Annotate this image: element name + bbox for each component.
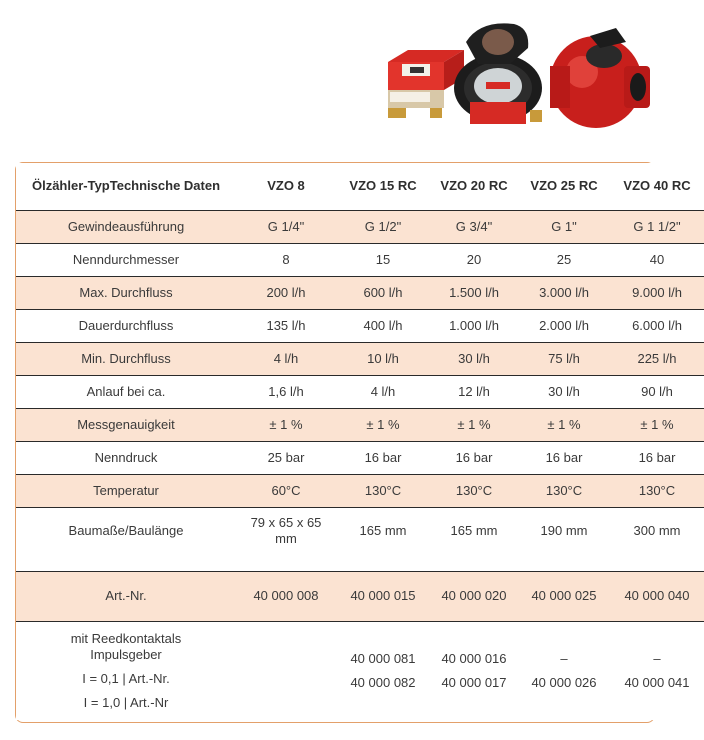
artnr-vzo8: 40 000 008: [236, 571, 336, 621]
reed-vzo25-a: –: [560, 650, 568, 666]
reed-vzo25: [518, 621, 610, 720]
spec-value: 75 l/h: [518, 342, 610, 375]
spec-value: 20: [430, 243, 518, 276]
header-vzo15: VZO 15 RC: [336, 163, 430, 210]
spec-value: G 1/4": [236, 210, 336, 243]
reed-vzo20-a: 40 000 016: [441, 650, 507, 666]
spec-value: 8: [236, 243, 336, 276]
spec-row-gewinde: [16, 210, 704, 243]
spec-label: Nenndurchmesser: [16, 243, 236, 276]
spec-value: 12 l/h: [430, 375, 518, 408]
vzo40-photo: [550, 28, 650, 128]
spec-value: 16 bar: [518, 441, 610, 474]
spec-value: G 3/4": [430, 210, 518, 243]
spec-value: ± 1 %: [610, 408, 704, 441]
spec-value: 1,6 l/h: [236, 375, 336, 408]
spec-value: 16 bar: [430, 441, 518, 474]
header-vzo8: VZO 8: [236, 163, 336, 210]
header-vzo20: VZO 20 RC: [430, 163, 518, 210]
spec-value: 600 l/h: [336, 276, 430, 309]
spec-value: 165 mm: [359, 522, 407, 538]
spec-value: ± 1 %: [518, 408, 610, 441]
artnr-vzo15: 40 000 015: [336, 571, 430, 621]
spec-label: Min. Durchfluss: [16, 342, 236, 375]
spec-value: 2.000 l/h: [518, 309, 610, 342]
spec-value: 130°C: [430, 474, 518, 507]
spec-label: Temperatur: [16, 474, 236, 507]
spec-value: ± 1 %: [236, 408, 336, 441]
spec-row-messgenauigkeit: [16, 408, 704, 441]
spec-value: 130°C: [518, 474, 610, 507]
header-vzo25: VZO 25 RC: [518, 163, 610, 210]
reed-row: [16, 621, 704, 720]
spec-table-container: [15, 162, 691, 723]
spec-value: G 1/2": [336, 210, 430, 243]
reed-vzo15-a: 40 000 081: [350, 650, 416, 666]
spec-value: 400 l/h: [336, 309, 430, 342]
spec-value: 1.500 l/h: [430, 276, 518, 309]
artnr-vzo20: 40 000 020: [430, 571, 518, 621]
reed-vzo40-b: 40 000 041: [624, 674, 690, 690]
spec-row-baumasse: [16, 507, 704, 554]
reed-vzo40-a: –: [653, 650, 661, 666]
spec-value: 300 mm: [633, 522, 681, 538]
header-type: Ölzähler-TypTechnische Daten: [16, 163, 236, 210]
spec-value: 30 l/h: [518, 375, 610, 408]
spec-label: Messgenauigkeit: [16, 408, 236, 441]
spec-row-min-durchfluss: [16, 342, 704, 375]
spec-value: 4 l/h: [236, 342, 336, 375]
spec-value: 30 l/h: [430, 342, 518, 375]
spec-value: 4 l/h: [336, 375, 430, 408]
reed-label-line2: I = 0,1 | Art.-Nr.: [82, 670, 170, 686]
artnr-vzo40: 40 000 040: [610, 571, 704, 621]
header-row: [16, 163, 704, 210]
spec-value: 16 bar: [610, 441, 704, 474]
spec-label: Dauerdurchfluss: [16, 309, 236, 342]
reed-label-line3: I = 1,0 | Art.-Nr: [83, 694, 169, 710]
spacer-row: [16, 554, 704, 571]
spec-row-nenndurchmesser: [16, 243, 704, 276]
spec-value: 60°C: [236, 474, 336, 507]
vzo8-photo: [388, 50, 464, 118]
spec-label: Gewindeausführung: [16, 210, 236, 243]
spec-value: 16 bar: [336, 441, 430, 474]
oil-meter-photos: [380, 12, 660, 130]
spacer-cell: [16, 554, 704, 571]
spec-row-dauerdurchfluss: [16, 309, 704, 342]
spec-value: ± 1 %: [336, 408, 430, 441]
reed-vzo15: [336, 621, 430, 720]
spec-body: [16, 210, 704, 554]
spec-value: 200 l/h: [236, 276, 336, 309]
spec-value: 40: [610, 243, 704, 276]
spec-value: 165 mm: [450, 522, 498, 538]
spec-value: 9.000 l/h: [610, 276, 704, 309]
reed-vzo8: [236, 621, 336, 720]
spec-value: 79 x 65 x 65 mm: [250, 514, 322, 546]
reed-vzo40: [610, 621, 704, 720]
vzo15-photo: [454, 23, 542, 124]
reed-label-line1: mit Reedkontaktals Impulsgeber: [70, 630, 182, 662]
spec-label: Nenndruck: [16, 441, 236, 474]
artnr-label: Art.-Nr.: [16, 571, 236, 621]
reed-vzo20-b: 40 000 017: [441, 674, 507, 690]
spec-value: 130°C: [610, 474, 704, 507]
spec-value: 130°C: [336, 474, 430, 507]
spec-row-nenndruck: [16, 441, 704, 474]
artnr-vzo25: 40 000 025: [518, 571, 610, 621]
header-vzo40: VZO 40 RC: [610, 163, 704, 210]
spec-table: [16, 163, 704, 720]
spec-value: G 1 1/2": [610, 210, 704, 243]
spec-value: 15: [336, 243, 430, 276]
spec-label: Anlauf bei ca.: [16, 375, 236, 408]
reed-vzo20: [430, 621, 518, 720]
reed-vzo15-b: 40 000 082: [350, 674, 416, 690]
spec-value: 10 l/h: [336, 342, 430, 375]
product-images: [380, 12, 660, 130]
spec-row-max-durchfluss: [16, 276, 704, 309]
spec-value: 25 bar: [236, 441, 336, 474]
spec-value: 190 mm: [540, 522, 588, 538]
artnr-row: [16, 571, 704, 621]
spec-value: ± 1 %: [430, 408, 518, 441]
spec-label: Baumaße/Baulänge: [68, 522, 184, 538]
reed-label: [16, 621, 236, 720]
spec-value: G 1": [518, 210, 610, 243]
spec-value: 90 l/h: [610, 375, 704, 408]
spec-row-temperatur: [16, 474, 704, 507]
spec-value: 135 l/h: [236, 309, 336, 342]
spec-row-anlauf: [16, 375, 704, 408]
spec-value: 25: [518, 243, 610, 276]
spec-label: Max. Durchfluss: [16, 276, 236, 309]
spec-value: 6.000 l/h: [610, 309, 704, 342]
reed-vzo25-b: 40 000 026: [531, 674, 597, 690]
spec-value: 1.000 l/h: [430, 309, 518, 342]
spec-value: 3.000 l/h: [518, 276, 610, 309]
spec-value: 225 l/h: [610, 342, 704, 375]
